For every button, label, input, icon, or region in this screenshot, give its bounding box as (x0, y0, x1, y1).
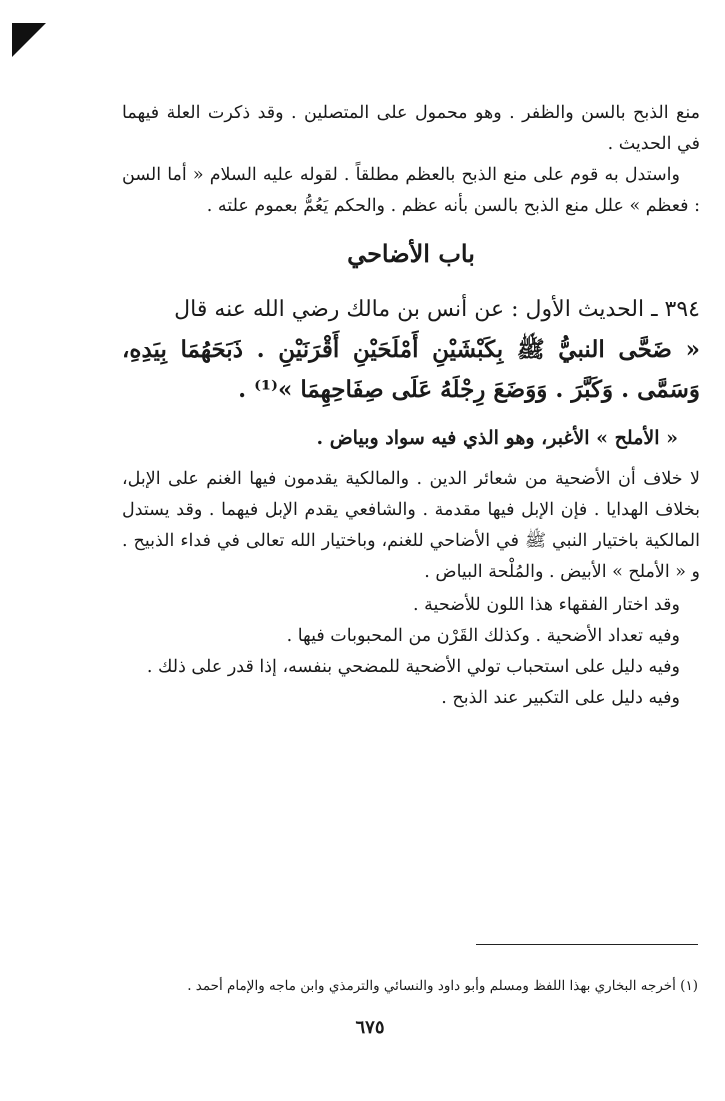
commentary-paragraph-4: وفيه دليل على استحباب تولي الأضحية للمضحي بنفسه، إذا قدر على ذلك . (146, 657, 680, 677)
footnote: (١) أخرجه البخاري بهذا اللفظ ومسلم وأبو داود والنسائي والترمذي وابن ماجه والإمام أحمد . (187, 978, 698, 994)
commentary-paragraph-5: وفيه دليل على التكبير عند الذبح . (441, 688, 680, 708)
gloss-amlah: « الأملح » الأغبر، وهو الذي فيه سواد وبياض . (316, 427, 678, 449)
intro-paragraph-1: منع الذبح بالسن والظفر . وهو محمول على المتصلين . وقد ذكرت العلة فيهما في الحديث . (122, 103, 700, 154)
hadith-text: « ضَحَّى النبيُّ ﷺ بِكَبْشَيْنِ أَمْلَحَيْنِ أَقْرَنَيْنِ . ذَبَحَهُمَا بِيَدِهِ، وَسَمَّى . وَكَبَّرَ . وَوَضَعَ رِجْلَهُ عَلَى صِفَاحِهِمَا »⁽¹⁾ . (122, 336, 700, 403)
intro-paragraph-2: واستدل به قوم على منع الذبح بالعظم مطلقاً . لقوله عليه السلام « أما السن : فعظم » علل منع الذبح بالسن بأنه عظم . والحكم يَعُمُّ بعموم علته . (122, 165, 700, 216)
corner-triangle-mark (12, 23, 46, 57)
page-body (122, 98, 700, 714)
chapter-title: باب الأضاحي (347, 239, 475, 268)
commentary-paragraph-1: لا خلاف أن الأضحية من شعائر الدين . والمالكية يقدمون فيها الغنم على الإبل، بخلاف الهدايا . فإن الإبل فيها مقدمة . والشافعي يقدم الإبل فيهما . وقد يستدل المالكية باختيار النبي ﷺ في الأضاحي للغنم، وباختيار الله تعالى في فداء الذبيح . و « الأملح » الأبيض . والمُلْحة البياض . (122, 469, 700, 582)
footnote-divider (476, 944, 698, 945)
commentary-paragraph-2: وقد اختار الفقهاء هذا اللون للأضحية . (413, 595, 680, 615)
commentary-paragraph-3: وفيه تعداد الأضحية . وكذلك القَرْن من المحبوبات فيها . (286, 626, 680, 646)
page-number: ٦٧٥ (355, 1017, 385, 1038)
hadith-intro: ٣٩٤ ـ الحديث الأول : عن أنس بن مالك رضي الله عنه قال (174, 297, 700, 322)
